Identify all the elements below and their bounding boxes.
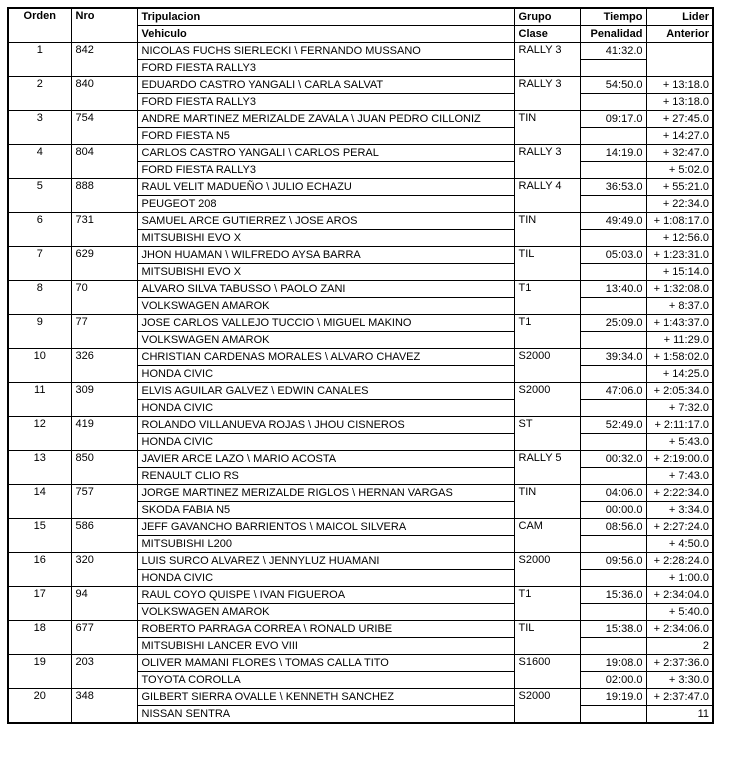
entry-row-line1	[8, 349, 713, 366]
time-cell: 39:34.0	[580, 349, 646, 366]
leader-gap-cell: + 2:22:34.0	[646, 485, 713, 502]
crew-cell: CHRISTIAN CARDENAS MORALES \ ALVARO CHAVEZ	[137, 349, 514, 366]
group-cell: S2000	[514, 349, 580, 383]
car-number-cell: 677	[71, 621, 137, 655]
position-cell: 3	[8, 111, 71, 145]
leader-gap-cell: + 2:05:34.0	[646, 383, 713, 400]
leader-gap-cell: + 1:43:37.0	[646, 315, 713, 332]
penalty-cell	[580, 94, 646, 111]
previous-gap-cell: 11	[646, 706, 713, 724]
car-number-cell: 629	[71, 247, 137, 281]
time-cell: 19:19.0	[580, 689, 646, 706]
penalty-cell	[580, 366, 646, 383]
position-cell: 6	[8, 213, 71, 247]
crew-cell: JAVIER ARCE LAZO \ MARIO ACOSTA	[137, 451, 514, 468]
vehicle-cell: FORD FIESTA RALLY3	[137, 60, 514, 77]
entry-row-line1	[8, 281, 713, 298]
vehicle-cell: VOLKSWAGEN AMAROK	[137, 298, 514, 315]
time-cell: 14:19.0	[580, 145, 646, 162]
position-cell: 4	[8, 145, 71, 179]
previous-gap-cell: + 7:43.0	[646, 468, 713, 485]
penalty-cell	[580, 264, 646, 281]
group-cell: S2000	[514, 383, 580, 417]
position-cell: 19	[8, 655, 71, 689]
penalty-cell	[580, 298, 646, 315]
position-cell: 10	[8, 349, 71, 383]
position-cell: 1	[8, 43, 71, 77]
header-penalidad: Penalidad	[580, 26, 646, 43]
group-cell: RALLY 5	[514, 451, 580, 485]
penalty-cell	[580, 162, 646, 179]
group-cell: TIL	[514, 621, 580, 655]
position-cell: 2	[8, 77, 71, 111]
car-number-cell: 731	[71, 213, 137, 247]
leader-gap-cell: + 2:34:04.0	[646, 587, 713, 604]
car-number-cell: 754	[71, 111, 137, 145]
penalty-cell	[580, 400, 646, 417]
group-cell: T1	[514, 587, 580, 621]
crew-cell: JHON HUAMAN \ WILFREDO AYSA BARRA	[137, 247, 514, 264]
time-cell: 52:49.0	[580, 417, 646, 434]
group-cell: TIN	[514, 485, 580, 519]
crew-cell: ROBERTO PARRAGA CORREA \ RONALD URIBE	[137, 621, 514, 638]
previous-gap-cell: + 14:27.0	[646, 128, 713, 145]
entry-row-line1	[8, 247, 713, 264]
leader-gap-cell: + 1:32:08.0	[646, 281, 713, 298]
entry-row-line1	[8, 519, 713, 536]
entry-row-line1	[8, 77, 713, 94]
car-number-cell: 320	[71, 553, 137, 587]
rally-results-report	[7, 7, 714, 724]
penalty-cell	[580, 570, 646, 587]
car-number-cell: 203	[71, 655, 137, 689]
entry-row-line1	[8, 383, 713, 400]
header-clase: Clase	[514, 26, 580, 43]
vehicle-cell: SKODA FABIA N5	[137, 502, 514, 519]
entry-row-line1	[8, 315, 713, 332]
crew-cell: JEFF GAVANCHO BARRIENTOS \ MAICOL SILVERA	[137, 519, 514, 536]
time-cell: 09:56.0	[580, 553, 646, 570]
penalty-cell	[580, 128, 646, 145]
time-cell: 41:32.0	[580, 43, 646, 60]
group-cell: S2000	[514, 689, 580, 724]
time-cell: 19:08.0	[580, 655, 646, 672]
penalty-cell	[580, 60, 646, 77]
position-cell: 20	[8, 689, 71, 724]
position-cell: 17	[8, 587, 71, 621]
vehicle-cell: MITSUBISHI EVO X	[137, 264, 514, 281]
penalty-cell	[580, 536, 646, 553]
leader-gap-cell: + 2:11:17.0	[646, 417, 713, 434]
time-cell: 04:06.0	[580, 485, 646, 502]
penalty-cell	[580, 196, 646, 213]
group-cell: TIN	[514, 111, 580, 145]
time-cell: 54:50.0	[580, 77, 646, 94]
crew-cell: LUIS SURCO ALVAREZ \ JENNYLUZ HUAMANI	[137, 553, 514, 570]
vehicle-cell: HONDA CIVIC	[137, 434, 514, 451]
time-cell: 00:32.0	[580, 451, 646, 468]
entry-row-line1	[8, 417, 713, 434]
time-cell: 36:53.0	[580, 179, 646, 196]
leader-gap-cell: + 2:28:24.0	[646, 553, 713, 570]
penalty-cell	[580, 468, 646, 485]
previous-gap-cell: + 4:50.0	[646, 536, 713, 553]
penalty-cell	[580, 230, 646, 247]
previous-gap-cell: + 1:00.0	[646, 570, 713, 587]
leader-gap-cell: + 2:19:00.0	[646, 451, 713, 468]
vehicle-cell: VOLKSWAGEN AMAROK	[137, 604, 514, 621]
car-number-cell: 840	[71, 77, 137, 111]
group-cell: RALLY 3	[514, 43, 580, 77]
previous-gap-cell: + 14:25.0	[646, 366, 713, 383]
crew-cell: ELVIS AGUILAR GALVEZ \ EDWIN CANALES	[137, 383, 514, 400]
car-number-cell: 70	[71, 281, 137, 315]
group-cell: T1	[514, 315, 580, 349]
position-cell: 14	[8, 485, 71, 519]
previous-gap-cell: + 3:30.0	[646, 672, 713, 689]
group-cell: RALLY 3	[514, 77, 580, 111]
position-cell: 15	[8, 519, 71, 553]
penalty-cell: 02:00.0	[580, 672, 646, 689]
entry-row-line1	[8, 145, 713, 162]
previous-gap-cell: + 11:29.0	[646, 332, 713, 349]
previous-gap-cell: 2	[646, 638, 713, 655]
header-tripulacion: Tripulacion	[137, 8, 514, 26]
header-grupo: Grupo	[514, 8, 580, 26]
crew-cell: ALVARO SILVA TABUSSO \ PAOLO ZANI	[137, 281, 514, 298]
previous-gap-cell: + 5:40.0	[646, 604, 713, 621]
crew-cell: JORGE MARTINEZ MERIZALDE RIGLOS \ HERNAN VARGAS	[137, 485, 514, 502]
header-orden: Orden	[8, 8, 71, 43]
group-cell: ST	[514, 417, 580, 451]
position-cell: 5	[8, 179, 71, 213]
position-cell: 16	[8, 553, 71, 587]
vehicle-cell: PEUGEOT 208	[137, 196, 514, 213]
position-cell: 9	[8, 315, 71, 349]
car-number-cell: 309	[71, 383, 137, 417]
car-number-cell: 842	[71, 43, 137, 77]
group-cell: RALLY 3	[514, 145, 580, 179]
vehicle-cell: MITSUBISHI EVO X	[137, 230, 514, 247]
vehicle-cell: HONDA CIVIC	[137, 400, 514, 417]
vehicle-cell: MITSUBISHI L200	[137, 536, 514, 553]
car-number-cell: 804	[71, 145, 137, 179]
previous-gap-cell: + 7:32.0	[646, 400, 713, 417]
position-cell: 8	[8, 281, 71, 315]
position-cell: 7	[8, 247, 71, 281]
car-number-cell: 94	[71, 587, 137, 621]
entry-row-line1	[8, 179, 713, 196]
entry-row-line1	[8, 451, 713, 468]
time-cell: 25:09.0	[580, 315, 646, 332]
previous-gap-cell: + 3:34.0	[646, 502, 713, 519]
crew-cell: RAUL VELIT MADUEÑO \ JULIO ECHAZU	[137, 179, 514, 196]
vehicle-cell: FORD FIESTA RALLY3	[137, 162, 514, 179]
time-cell: 15:36.0	[580, 587, 646, 604]
group-cell: TIL	[514, 247, 580, 281]
group-cell: S1600	[514, 655, 580, 689]
vehicle-cell: NISSAN SENTRA	[137, 706, 514, 724]
entry-row-line1	[8, 553, 713, 570]
vehicle-cell: TOYOTA COROLLA	[137, 672, 514, 689]
vehicle-cell: HONDA CIVIC	[137, 570, 514, 587]
crew-cell: CARLOS CASTRO YANGALI \ CARLOS PERAL	[137, 145, 514, 162]
header-row-1	[8, 8, 713, 26]
entry-row-line1	[8, 43, 713, 60]
leader-gap-cell: + 1:58:02.0	[646, 349, 713, 366]
car-number-cell: 348	[71, 689, 137, 724]
previous-gap-cell: + 15:14.0	[646, 264, 713, 281]
previous-gap-cell: + 5:02.0	[646, 162, 713, 179]
car-number-cell: 850	[71, 451, 137, 485]
car-number-cell: 77	[71, 315, 137, 349]
time-cell: 47:06.0	[580, 383, 646, 400]
car-number-cell: 419	[71, 417, 137, 451]
header-vehiculo: Vehiculo	[137, 26, 514, 43]
position-cell: 13	[8, 451, 71, 485]
header-anterior: Anterior	[646, 26, 713, 43]
entry-row-line1	[8, 485, 713, 502]
crew-cell: ROLANDO VILLANUEVA ROJAS \ JHOU CISNEROS	[137, 417, 514, 434]
entry-row-line1	[8, 111, 713, 128]
car-number-cell: 757	[71, 485, 137, 519]
time-cell: 13:40.0	[580, 281, 646, 298]
group-cell: T1	[514, 281, 580, 315]
position-cell: 11	[8, 383, 71, 417]
leader-gap-cell: + 1:23:31.0	[646, 247, 713, 264]
leader-gap-cell: + 32:47.0	[646, 145, 713, 162]
leader-gap-cell: + 2:34:06.0	[646, 621, 713, 638]
car-number-cell: 888	[71, 179, 137, 213]
penalty-cell	[580, 706, 646, 724]
entry-row-line1	[8, 213, 713, 230]
crew-cell: JOSE CARLOS VALLEJO TUCCIO \ MIGUEL MAKINO	[137, 315, 514, 332]
time-cell: 05:03.0	[580, 247, 646, 264]
leader-gap-cell: + 2:27:24.0	[646, 519, 713, 536]
entry-row-line1	[8, 655, 713, 672]
crew-cell: OLIVER MAMANI FLORES \ TOMAS CALLA TITO	[137, 655, 514, 672]
vehicle-cell: VOLKSWAGEN AMAROK	[137, 332, 514, 349]
time-cell: 09:17.0	[580, 111, 646, 128]
entry-row-line1	[8, 689, 713, 706]
previous-gap-cell: + 13:18.0	[646, 94, 713, 111]
car-number-cell: 586	[71, 519, 137, 553]
previous-gap-cell: + 8:37.0	[646, 298, 713, 315]
crew-cell: GILBERT SIERRA OVALLE \ KENNETH SANCHEZ	[137, 689, 514, 706]
leader-gap-cell: + 2:37:36.0	[646, 655, 713, 672]
crew-cell: EDUARDO CASTRO YANGALI \ CARLA SALVAT	[137, 77, 514, 94]
header-tiempo: Tiempo	[580, 8, 646, 26]
crew-cell: ANDRE MARTINEZ MERIZALDE ZAVALA \ JUAN PEDRO CILLONIZ	[137, 111, 514, 128]
penalty-cell	[580, 332, 646, 349]
time-cell: 08:56.0	[580, 519, 646, 536]
leader-gap-cell: + 13:18.0	[646, 77, 713, 94]
leader-gap-cell	[646, 43, 713, 77]
header-nro: Nro	[71, 8, 137, 43]
group-cell: CAM	[514, 519, 580, 553]
vehicle-cell: HONDA CIVIC	[137, 366, 514, 383]
entry-row-line1	[8, 587, 713, 604]
crew-cell: SAMUEL ARCE GUTIERREZ \ JOSE AROS	[137, 213, 514, 230]
time-cell: 49:49.0	[580, 213, 646, 230]
results-table	[7, 7, 714, 724]
crew-cell: NICOLAS FUCHS SIERLECKI \ FERNANDO MUSSANO	[137, 43, 514, 60]
group-cell: RALLY 4	[514, 179, 580, 213]
position-cell: 18	[8, 621, 71, 655]
penalty-cell	[580, 434, 646, 451]
previous-gap-cell: + 22:34.0	[646, 196, 713, 213]
penalty-cell	[580, 604, 646, 621]
vehicle-cell: FORD FIESTA RALLY3	[137, 94, 514, 111]
position-cell: 12	[8, 417, 71, 451]
entry-row-line1	[8, 621, 713, 638]
penalty-cell: 00:00.0	[580, 502, 646, 519]
time-cell: 15:38.0	[580, 621, 646, 638]
leader-gap-cell: + 55:21.0	[646, 179, 713, 196]
previous-gap-cell: + 12:56.0	[646, 230, 713, 247]
car-number-cell: 326	[71, 349, 137, 383]
group-cell: TIN	[514, 213, 580, 247]
previous-gap-cell: + 5:43.0	[646, 434, 713, 451]
crew-cell: RAUL COYO QUISPE \ IVAN FIGUEROA	[137, 587, 514, 604]
vehicle-cell: FORD FIESTA N5	[137, 128, 514, 145]
leader-gap-cell: + 2:37:47.0	[646, 689, 713, 706]
vehicle-cell: RENAULT CLIO RS	[137, 468, 514, 485]
leader-gap-cell: + 1:08:17.0	[646, 213, 713, 230]
header-lider: Lider	[646, 8, 713, 26]
group-cell: S2000	[514, 553, 580, 587]
vehicle-cell: MITSUBISHI LANCER EVO VIII	[137, 638, 514, 655]
penalty-cell	[580, 638, 646, 655]
leader-gap-cell: + 27:45.0	[646, 111, 713, 128]
